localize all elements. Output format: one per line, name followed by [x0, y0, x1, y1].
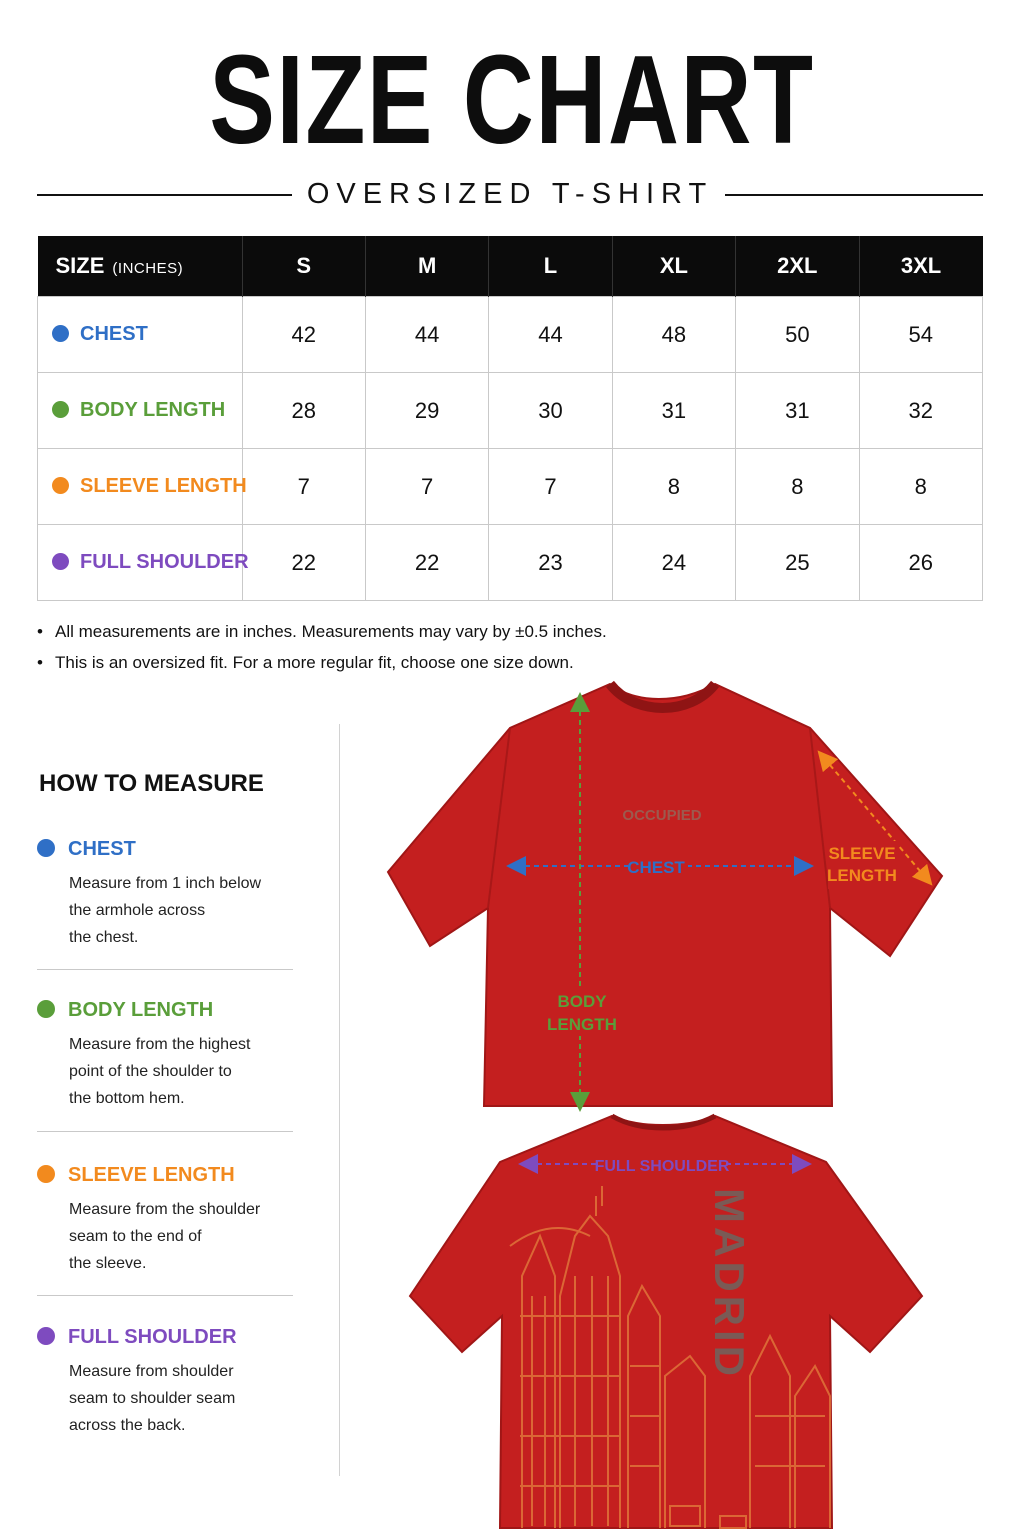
- measure-item-full-shoulder: [37, 1324, 293, 1439]
- measure-head: [37, 997, 293, 1023]
- desc-line: the chest.: [69, 929, 139, 946]
- size-col-header: 3XL: [859, 236, 982, 297]
- table-cell: 7: [242, 449, 365, 525]
- table-cell: 25: [736, 525, 859, 601]
- row-label-text: CHEST: [80, 323, 148, 345]
- table-cell: 7: [365, 449, 488, 525]
- measure-head: [37, 1162, 293, 1188]
- desc-line: the sleeve.: [69, 1255, 147, 1272]
- measure-label: FULL SHOULDER: [68, 1326, 237, 1348]
- measure-divider: [37, 1295, 293, 1296]
- table-cell: 26: [859, 525, 982, 601]
- desc-line: the bottom hem.: [69, 1090, 185, 1107]
- desc-line: seam to shoulder seam: [69, 1390, 236, 1407]
- table-cell: 8: [736, 449, 859, 525]
- table-cell: 44: [489, 297, 612, 373]
- measure-description: [69, 1196, 291, 1277]
- table-cell: 32: [859, 373, 982, 449]
- body-length-dot-icon: [52, 401, 69, 418]
- desc-line: point of the shoulder to: [69, 1063, 232, 1080]
- table-cell: 8: [859, 449, 982, 525]
- size-header-label: SIZE: [55, 253, 105, 278]
- table-cell: 22: [365, 525, 488, 601]
- table-cell: 31: [736, 373, 859, 449]
- table-row-full-shoulder: [38, 525, 983, 601]
- size-header-cell: [38, 236, 243, 297]
- full-shoulder-dot-icon: [37, 1327, 55, 1345]
- desc-line: seam to the end of: [69, 1228, 202, 1245]
- measure-divider: [37, 969, 293, 970]
- desc-line: Measure from shoulder: [69, 1363, 234, 1380]
- row-label-text: BODY LENGTH: [80, 399, 226, 421]
- measure-item-body-length: [37, 997, 293, 1112]
- sleeve-length-dot-icon: [52, 477, 69, 494]
- table-cell: 29: [365, 373, 488, 449]
- body-length-arrow-label-1: BODY: [557, 992, 607, 1011]
- table-cell: 8: [612, 449, 735, 525]
- table-cell: 42: [242, 297, 365, 373]
- table-row-chest: [38, 297, 983, 373]
- size-col-header: 2XL: [736, 236, 859, 297]
- table-row-body-length: [38, 373, 983, 449]
- desc-line: Measure from the highest: [69, 1036, 251, 1053]
- body-length-dot-icon: [37, 1000, 55, 1018]
- desc-line: Measure from the shoulder: [69, 1201, 261, 1218]
- desc-line: across the back.: [69, 1417, 186, 1434]
- table-cell: 22: [242, 525, 365, 601]
- table-cell: 7: [489, 449, 612, 525]
- full-shoulder-dot-icon: [52, 553, 69, 570]
- row-label-sleeve-length: [38, 449, 247, 525]
- table-cell: 23: [489, 525, 612, 601]
- measure-divider: [37, 1131, 293, 1132]
- measure-item-sleeve-length: [37, 1162, 293, 1277]
- measure-description: [69, 1031, 291, 1112]
- measure-description: [69, 1358, 291, 1439]
- page-title: SIZE CHART: [209, 29, 815, 170]
- front-print-text: OCCUPIED: [622, 807, 702, 824]
- size-col-header: S: [242, 236, 365, 297]
- sleeve-length-dot-icon: [37, 1165, 55, 1183]
- measure-head: [37, 1324, 293, 1350]
- chest-dot-icon: [37, 839, 55, 857]
- size-col-header: L: [489, 236, 612, 297]
- desc-line: the armhole across: [69, 902, 206, 919]
- size-header-unit: (INCHES): [112, 260, 184, 277]
- front-shirt-body: [388, 684, 942, 1106]
- size-table-header: [38, 236, 983, 297]
- note-fit: • This is an oversized fit. For a more regular fit, choose one size down.: [37, 647, 983, 678]
- table-cell: 31: [612, 373, 735, 449]
- chest-dot-icon: [52, 325, 69, 342]
- table-cell: 24: [612, 525, 735, 601]
- sleeve-length-arrow-label-1: SLEEVE: [828, 844, 896, 863]
- measure-label: SLEEVE LENGTH: [68, 1164, 235, 1186]
- table-cell: 48: [612, 297, 735, 373]
- body-length-arrow-label-2: LENGTH: [547, 1015, 617, 1034]
- chest-arrow-label: CHEST: [627, 858, 685, 877]
- notes: [37, 616, 983, 678]
- table-cell: 50: [736, 297, 859, 373]
- tshirt-illustrations: [370, 676, 970, 1536]
- back-print-madrid: MADRID: [706, 1188, 753, 1380]
- row-label-full-shoulder: [38, 525, 249, 601]
- subtitle: OVERSIZED T-SHIRT: [306, 178, 714, 210]
- how-to-measure-heading: HOW TO MEASURE: [39, 770, 264, 797]
- measure-description: [69, 870, 291, 951]
- row-label-text: SLEEVE LENGTH: [80, 475, 247, 497]
- measure-label: BODY LENGTH: [68, 999, 214, 1021]
- table-cell: 44: [365, 297, 488, 373]
- size-col-header: XL: [612, 236, 735, 297]
- row-label-text: FULL SHOULDER: [80, 551, 249, 573]
- subtitle-row: [37, 176, 983, 212]
- full-shoulder-arrow-label: FULL SHOULDER: [594, 1158, 730, 1175]
- row-label-body-length: [38, 373, 243, 449]
- table-cell: 28: [242, 373, 365, 449]
- size-table: [37, 236, 983, 601]
- divider-right: [725, 194, 983, 196]
- measure-head: [37, 836, 293, 862]
- table-row-sleeve-length: [38, 449, 983, 525]
- size-col-header: M: [365, 236, 488, 297]
- back-tshirt: [410, 1116, 922, 1528]
- note-measurements: • All measurements are in inches. Measurements may vary by ±0.5 inches.: [37, 616, 983, 647]
- table-cell: 30: [489, 373, 612, 449]
- vertical-divider: [339, 724, 340, 1476]
- desc-line: Measure from 1 inch below: [69, 875, 262, 892]
- table-cell: 54: [859, 297, 982, 373]
- sleeve-length-arrow-label-2: LENGTH: [827, 866, 897, 885]
- measure-label: CHEST: [68, 838, 136, 860]
- measure-item-chest: [37, 836, 293, 951]
- row-label-chest: [38, 297, 243, 373]
- front-tshirt: [388, 684, 942, 1106]
